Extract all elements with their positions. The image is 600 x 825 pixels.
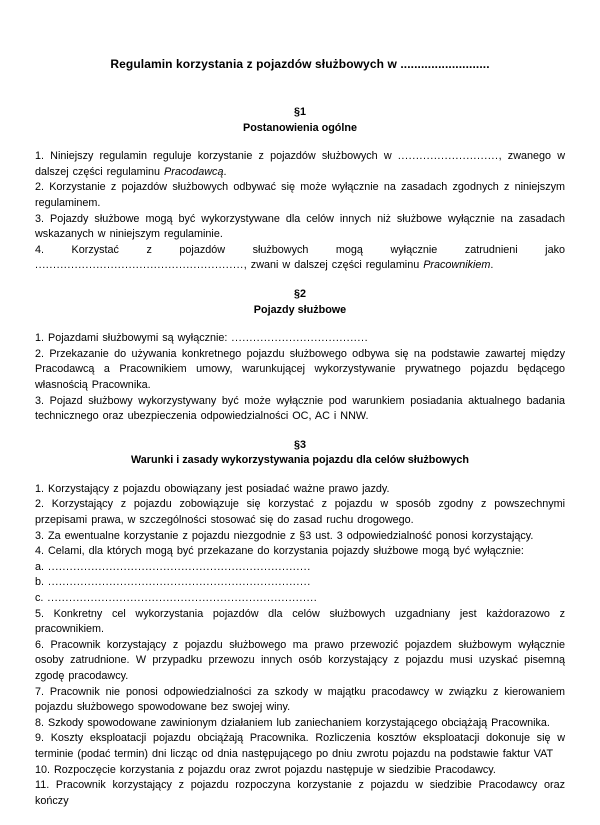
regulation-item: 2. Przekazanie do używania konkretnego pojazdu służbowego odbywa się na podstawie zawartej między Pracodawcą a Pracownikiem umowy, warunkującej wykorzystywanie prywatnego pojazdu będącego własnością Pracownika. <box>35 347 565 391</box>
section <box>35 287 565 425</box>
defined-term: Pracodawcą <box>164 165 224 178</box>
regulation-item: b. ......................................................................... <box>35 576 311 589</box>
section-number: §1 <box>293 106 306 118</box>
regulation-item: 9. Koszty eksploatacji pojazdu obciążają Pracownika. Rozliczenia kosztów eksploatacji dokonuje się w terminie (podać termin) dni licząc od dnia następującego po dniu zwrotu pojazdu na podstawie faktur VAT <box>35 732 565 760</box>
regulation-item: 10. Rozpoczęcie korzystania z pojazdu oraz zwrot pojazdu następuje w siedzibie Pracodawcy. <box>35 763 496 776</box>
section-heading: Postanowienia ogólne <box>243 121 357 134</box>
dotted-blank: ...................................... <box>231 332 369 345</box>
regulation-item: 5. Konkretny cel wykorzystania pojazdów dla celów służbowych uzgadniany jest każdorazowo z pracownikiem. <box>35 607 565 636</box>
regulation-item: a. ......................................................................... <box>35 560 311 573</box>
section-heading: Pojazdy służbowe <box>253 303 347 316</box>
section <box>35 438 565 810</box>
regulation-item: 1. Pojazdami służbowymi są wyłącznie: ...................................... <box>35 332 369 345</box>
document-title: Regulamin korzystania z pojazdów służbowych w .......................... <box>110 57 490 71</box>
regulation-item: 1. Korzystający z pojazdu obowiązany jest posiadać ważne prawo jazdy. <box>35 482 390 495</box>
section-number: §3 <box>293 438 306 451</box>
regulation-item: 8. Szkody spowodowane zawinionym działaniem lub zaniechaniem korzystającego obciążają Pracownika. <box>35 716 550 729</box>
regulation-item: 4. Celami, dla których mogą być przekazane do korzystania pojazdy służbowe mogą być wyłącznie: <box>35 545 524 558</box>
document-sections <box>35 105 565 809</box>
regulation-item: 6. Pracownik korzystający z pojazdu służbowego ma prawo przewozić pojazdem służbowym wyłącznie osoby zatrudnione. W przypadku przewozu innych osób korzystający z pojazdu musi uzyskać pisemną zgodę pracodawcy. <box>35 638 565 682</box>
regulation-item: 1. Niniejszy regulamin reguluje korzystanie z pojazdów służbowych w ............................, zwanego w dalszej części regulaminu Pracodawcą. <box>35 150 565 178</box>
dotted-blank: ......................................................................... <box>48 576 311 589</box>
defined-term: Pracownikiem <box>423 259 491 272</box>
regulation-item: c. ........................................................................... <box>35 592 318 605</box>
regulation-item: 3. Za ewentualne korzystanie z pojazdu niezgodnie z §3 ust. 3 odpowiedzialność ponosi korzystający. <box>35 529 534 542</box>
regulation-item: 2. Korzystanie z pojazdów służbowych odbywać się może wyłącznie na zasadach zgodnych z niniejszym regulaminem. <box>35 181 565 209</box>
dotted-blank: ......................................................................... <box>48 560 311 573</box>
regulation-item: 11. Pracownik korzystający z pojazdu rozpoczyna korzystanie z pojazdu w siedzibie Pracodawcy oraz kończy <box>35 779 565 807</box>
regulation-item: 4. Korzystać z pojazdów służbowych mogą wyłącznie zatrudnieni jako .........................................................., zwani w dalszej części regulaminu Pracownikiem. <box>35 243 565 272</box>
regulation-item: 3. Pojazd służbowy wykorzystywany być może wyłącznie pod warunkiem posiadania aktualnego badania technicznego oraz ubezpieczenia odpowiedzialności OC, AC i NNW. <box>35 394 565 423</box>
regulation-item: 7. Pracownik nie ponosi odpowiedzialności za szkody w majątku pracodawcy w związku z kierowaniem pojazdu służbowego spowodowane bez swojej winy. <box>35 685 565 714</box>
section <box>35 105 565 274</box>
regulation-item: 3. Pojazdy służbowe mogą być wykorzystywane dla celów innych niż służbowe wyłącznie na zasadach wskazanych w niniejszym regulaminie. <box>35 212 565 241</box>
dotted-blank: ............................ <box>397 150 499 163</box>
regulation-item: 2. Korzystający z pojazdu zobowiązuje się korzystać z pojazdu w sposób zgodny z powszechnymi przepisami prawa, w szczególności stosować się do zasad ruchu drogowego. <box>35 498 565 527</box>
section-heading: Warunki i zasady wykorzystywania pojazdu dla celów służbowych <box>131 454 469 467</box>
dotted-blank: .......................................................... <box>35 259 244 272</box>
dotted-blank: ........................................................................... <box>47 592 318 605</box>
section-number: §2 <box>293 287 306 300</box>
